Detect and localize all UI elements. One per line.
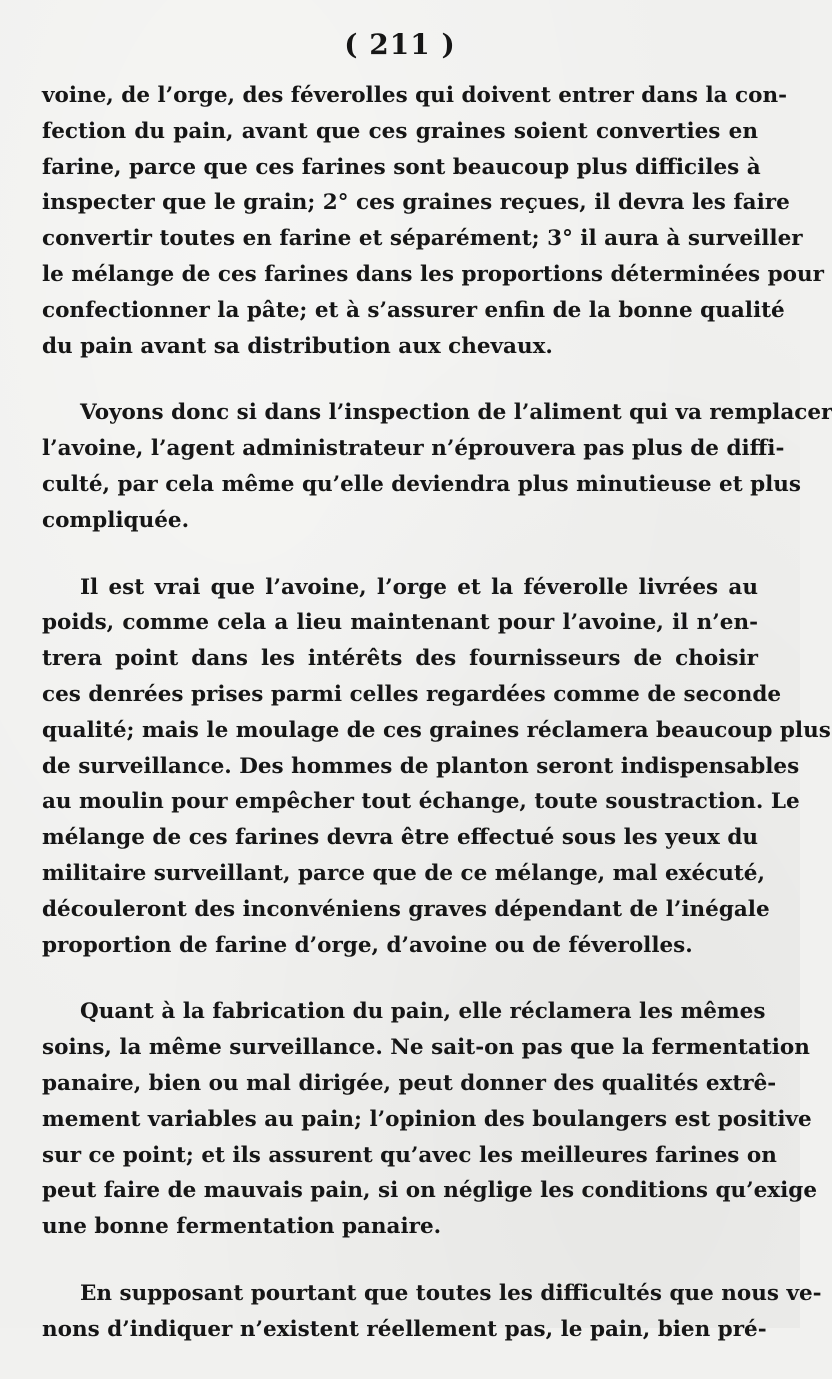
text-line: farine, parce que ces farines sont beaucoup plus difficiles à xyxy=(42,154,761,180)
text-line: au moulin pour empêcher tout échange, toute soustraction. Le xyxy=(42,789,800,815)
paragraph xyxy=(42,78,824,364)
page-number: ( 211 ) xyxy=(344,28,456,61)
text-line: proportion de farine d’orge, d’avoine ou de féverolles. xyxy=(42,932,693,958)
text-line: Voyons donc si dans l’inspection de l’aliment qui va remplacer xyxy=(80,400,832,426)
text-line: convertir toutes en farine et séparément; 3° il aura à surveiller xyxy=(42,226,803,252)
text-line: voine, de l’orge, des féverolles qui doivent entrer dans la con- xyxy=(42,83,788,108)
body-text xyxy=(42,78,832,1379)
paragraph xyxy=(42,1276,822,1348)
text-line: compliquée. xyxy=(42,507,190,533)
text-line: En supposant pourtant que toutes les difficultés que nous ve- xyxy=(80,1280,822,1306)
text-line: ces denrées prises parmi celles regardées comme de seconde xyxy=(42,681,782,707)
text-line: inspecter que le grain; 2° ces graines reçues, il devra les faire xyxy=(42,190,790,216)
text-line: panaire, bien ou mal dirigée, peut donner des qualités extrê- xyxy=(42,1070,777,1096)
text-line: militaire surveillant, parce que de ce mélange, mal exécuté, xyxy=(42,860,765,886)
text-line: l’avoine, l’agent administrateur n’éprouvera pas plus de diffi- xyxy=(42,436,785,462)
text-line: une bonne fermentation panaire. xyxy=(42,1214,442,1240)
text-line: trera point dans les intérêts des fournisseurs de choisir xyxy=(42,646,758,672)
text-line: mement variables au pain; l’opinion des boulangers est positive xyxy=(42,1106,812,1132)
text-line: mélange de ces farines devra être effectué sous les yeux du xyxy=(42,825,758,851)
text-line: de surveillance. Des hommes de planton seront indispensables xyxy=(42,753,800,779)
text-line: soins, la même surveillance. Ne sait-on pas que la fermentation xyxy=(42,1035,810,1061)
text-line: culté, par cela même qu’elle deviendra plus minutieuse et plus xyxy=(42,471,802,497)
paragraph xyxy=(42,994,817,1245)
text-line: qualité; mais le moulage de ces graines réclamera beaucoup plus xyxy=(42,717,831,743)
paragraph xyxy=(42,570,831,964)
text-line: peut faire de mauvais pain, si on néglige les conditions qu’exige xyxy=(42,1178,817,1204)
text-line: sur ce point; et ils assurent qu’avec les meilleures farines on xyxy=(42,1142,777,1168)
text-line: du pain avant sa distribution aux chevaux. xyxy=(42,333,553,359)
text-line: Quant à la fabrication du pain, elle réclamera les mêmes xyxy=(80,999,766,1025)
text-line: poids, comme cela a lieu maintenant pour l’avoine, il n’en- xyxy=(42,610,758,636)
text-line: confectionner la pâte; et à s’assurer enfin de la bonne qualité xyxy=(42,297,785,323)
text-line: découleront des inconvéniens graves dépendant de l’inégale xyxy=(42,896,770,922)
text-line: Il est vrai que l’avoine, l’orge et la féverolle livrées au xyxy=(80,574,758,600)
text-line: nons d’indiquer n’existent réellement pas, le pain, bien pré- xyxy=(42,1316,767,1342)
text-line: fection du pain, avant que ces graines soient converties en xyxy=(42,118,758,144)
text-line: le mélange de ces farines dans les proportions déterminées pour xyxy=(42,261,824,287)
paragraph xyxy=(42,395,832,538)
